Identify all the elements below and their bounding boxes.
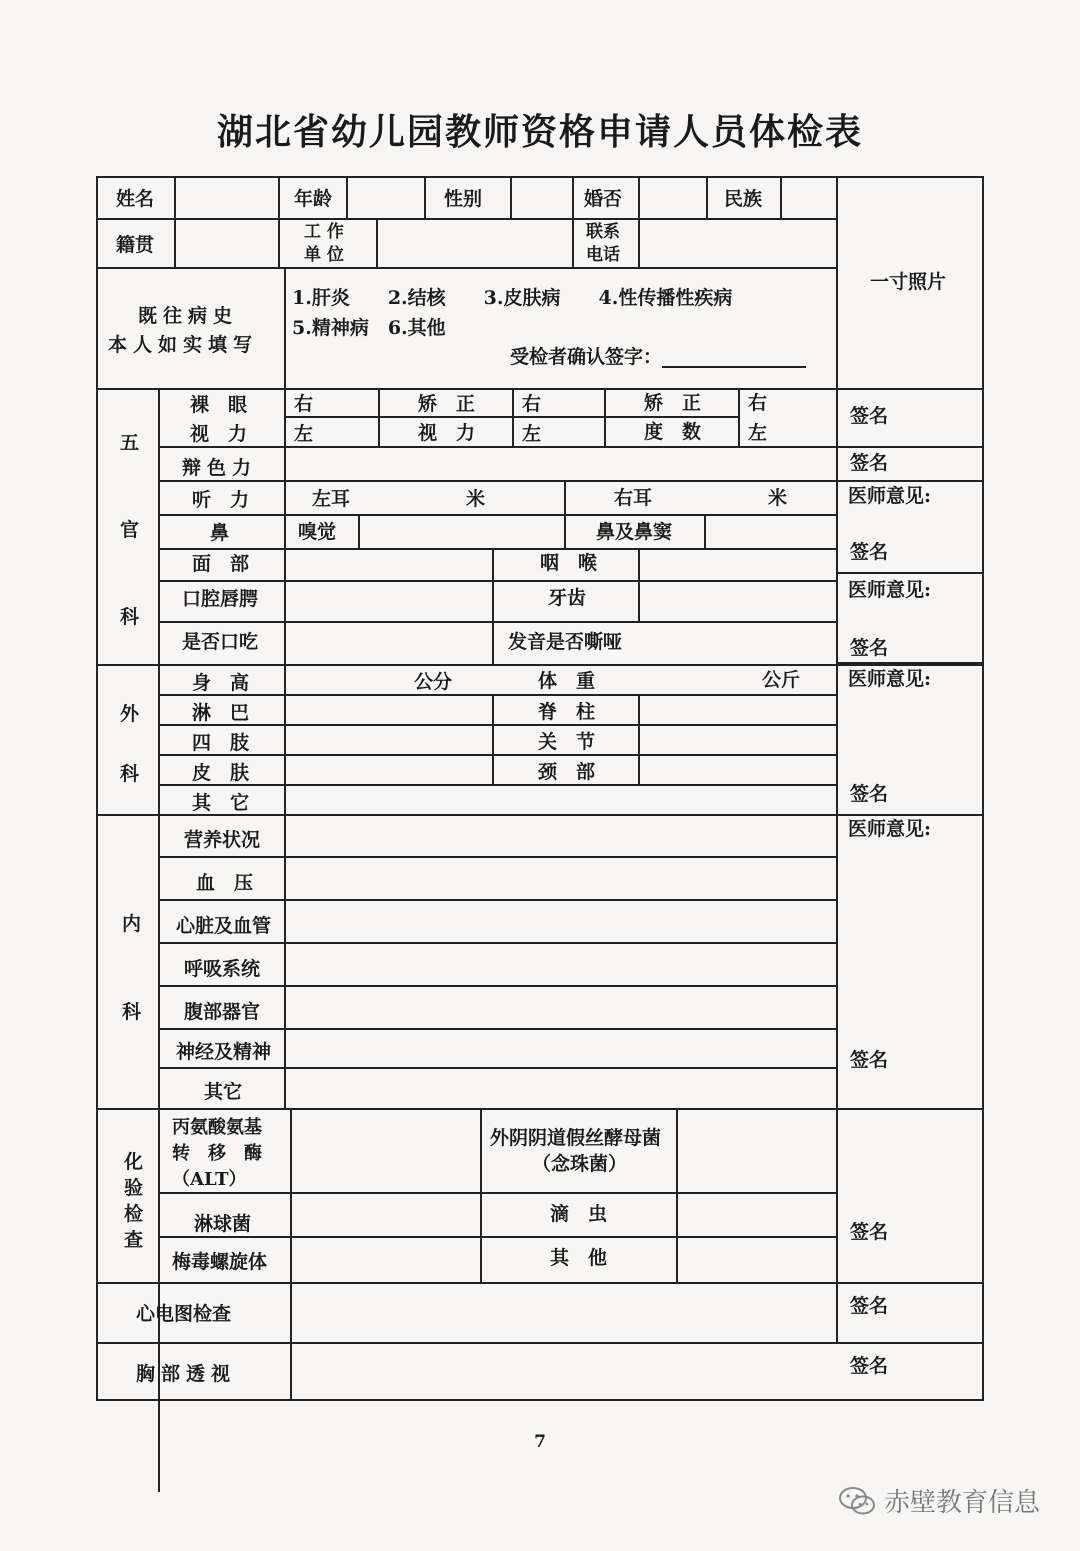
label-lymph: 淋 巴 [192,702,250,724]
label-naked-eye: 裸 眼 [190,394,248,416]
watermark [838,1482,1040,1519]
label-right-ear: 右耳 [614,487,653,509]
label-alt-1: 丙氨酸氨基 [172,1117,262,1138]
label-oral: 口腔唇腭 [182,588,259,610]
section-surgery-2: 科 [120,763,140,785]
label-lab-other: 其 他 [550,1247,608,1269]
naked-left: 左 [294,423,314,445]
label-origin: 籍贯 [116,234,155,256]
label-work-unit-1: 工 作 [304,222,344,242]
corrected-left: 左 [522,423,542,445]
label-alt-2: 转 移 酶 [172,1143,262,1164]
sign-xray: 签名 [850,1355,889,1377]
page-number: 7 [534,1432,546,1452]
section-lab-2: 验 [124,1177,144,1199]
label-name: 姓名 [116,188,155,210]
history-signature-line[interactable] [662,366,806,368]
right-ear-meter: 米 [768,487,788,509]
label-corrected-vision: 视 力 [418,422,476,444]
internal-item-respiratory: 呼吸系统 [184,958,261,980]
label-surgery-other: 其 它 [192,792,250,814]
label-work-unit-2: 单 位 [304,245,344,265]
label-phone-2: 电话 [586,245,620,265]
label-xray: 胸部透视 [136,1363,237,1385]
label-candida-1: 外阴阴道假丝酵母菌 [490,1127,662,1149]
sign-lab: 签名 [850,1221,889,1243]
doctor-opinion-surgery: 医师意见: [848,668,932,690]
label-gonorrhea: 淋球菌 [194,1213,252,1235]
label-corrected: 矫 正 [418,393,476,415]
label-naked-eye-vision: 视 力 [190,423,248,445]
label-marital: 婚否 [584,188,623,210]
watermark-text: 赤壁教育信息 [883,1488,1040,1518]
corrected-right: 右 [522,393,542,415]
internal-item-heart: 心脏及血管 [176,915,272,937]
label-throat: 咽 喉 [540,552,598,574]
degree-left: 左 [748,422,768,444]
health-check-form [96,176,984,1401]
section-lab-4: 查 [124,1229,144,1251]
internal-item-nutrition: 营养状况 [184,829,261,851]
section-facial-1: 五 [120,432,140,454]
history-label-2: 本人如实填写 [108,334,259,356]
label-gender: 性别 [444,188,483,210]
label-teeth: 牙齿 [548,587,587,609]
naked-right: 右 [294,393,314,415]
label-ethnicity: 民族 [724,188,763,210]
label-weight: 体 重 [538,670,596,692]
sign-surgery: 签名 [850,783,889,805]
doctor-opinion-facial-2: 医师意见: [848,579,932,601]
label-spine: 脊 柱 [538,701,596,723]
left-ear-meter: 米 [466,488,486,510]
internal-item-other: 其它 [204,1081,243,1103]
sign-color: 签名 [850,452,889,474]
label-color: 辩色力 [182,457,258,479]
label-sinus: 鼻及鼻窦 [596,521,673,543]
section-lab-3: 检 [124,1203,144,1225]
label-age: 年龄 [294,188,333,210]
label-candida-2: （念珠菌） [532,1153,628,1175]
history-options-2: 5.精神病 6.其他 [292,317,446,339]
sign-ecg: 签名 [850,1295,889,1317]
label-phone-1: 联系 [586,222,620,242]
sign-internal: 签名 [850,1049,889,1071]
photo-box: 一寸照片 [870,271,947,293]
label-stutter: 是否口吃 [182,631,259,653]
section-internal-2: 科 [122,1001,142,1023]
label-face: 面 部 [192,553,250,575]
internal-item-neuro: 神经及精神 [176,1041,272,1063]
label-degree-number: 度 数 [644,421,702,443]
internal-item-blood-pressure: 血 压 [196,872,254,894]
form-title: 湖北省幼儿园教师资格申请人员体检表 [216,111,863,153]
section-facial-3: 科 [120,606,140,628]
internal-item-abdomen: 腹部器官 [184,1001,261,1023]
label-smell: 嗅觉 [298,521,337,543]
sign-vision: 签名 [850,405,889,427]
label-neck: 颈 部 [538,761,596,783]
label-syphilis: 梅毒螺旋体 [172,1251,268,1273]
degree-right: 右 [748,392,768,414]
section-surgery-1: 外 [120,703,140,725]
label-skin: 皮 肤 [192,762,250,784]
sign-facial-2: 签名 [850,637,889,659]
sign-facial-1: 签名 [850,541,889,563]
section-internal-1: 内 [122,913,142,935]
label-joints: 关 节 [538,731,596,753]
history-options-1: 1.肝炎 2.结核 3.皮肤病 4.性传播性疾病 [292,287,733,309]
unit-cm: 公分 [414,671,453,693]
section-facial-2: 官 [120,519,140,541]
doctor-opinion-internal: 医师意见: [848,818,932,840]
label-ecg: 心电图检查 [136,1303,232,1325]
history-label-1: 既往病史 [138,305,239,327]
wechat-icon [838,1486,876,1516]
label-trichomonas: 滴 虫 [550,1203,608,1225]
label-height: 身 高 [192,672,250,694]
label-degree: 矫 正 [644,392,702,414]
label-nose: 鼻 [210,522,230,544]
label-hoarse: 发音是否嘶哑 [508,631,623,653]
section-lab-1: 化 [124,1151,144,1173]
doctor-opinion-facial-1: 医师意见: [848,485,932,507]
label-alt-3: （ALT） [172,1169,247,1190]
label-limbs: 四 肢 [192,732,250,754]
history-confirm-label: 受检者确认签字： [510,346,663,368]
label-left-ear: 左耳 [312,488,351,510]
label-hearing: 听 力 [192,489,250,511]
unit-kg: 公斤 [762,669,801,691]
